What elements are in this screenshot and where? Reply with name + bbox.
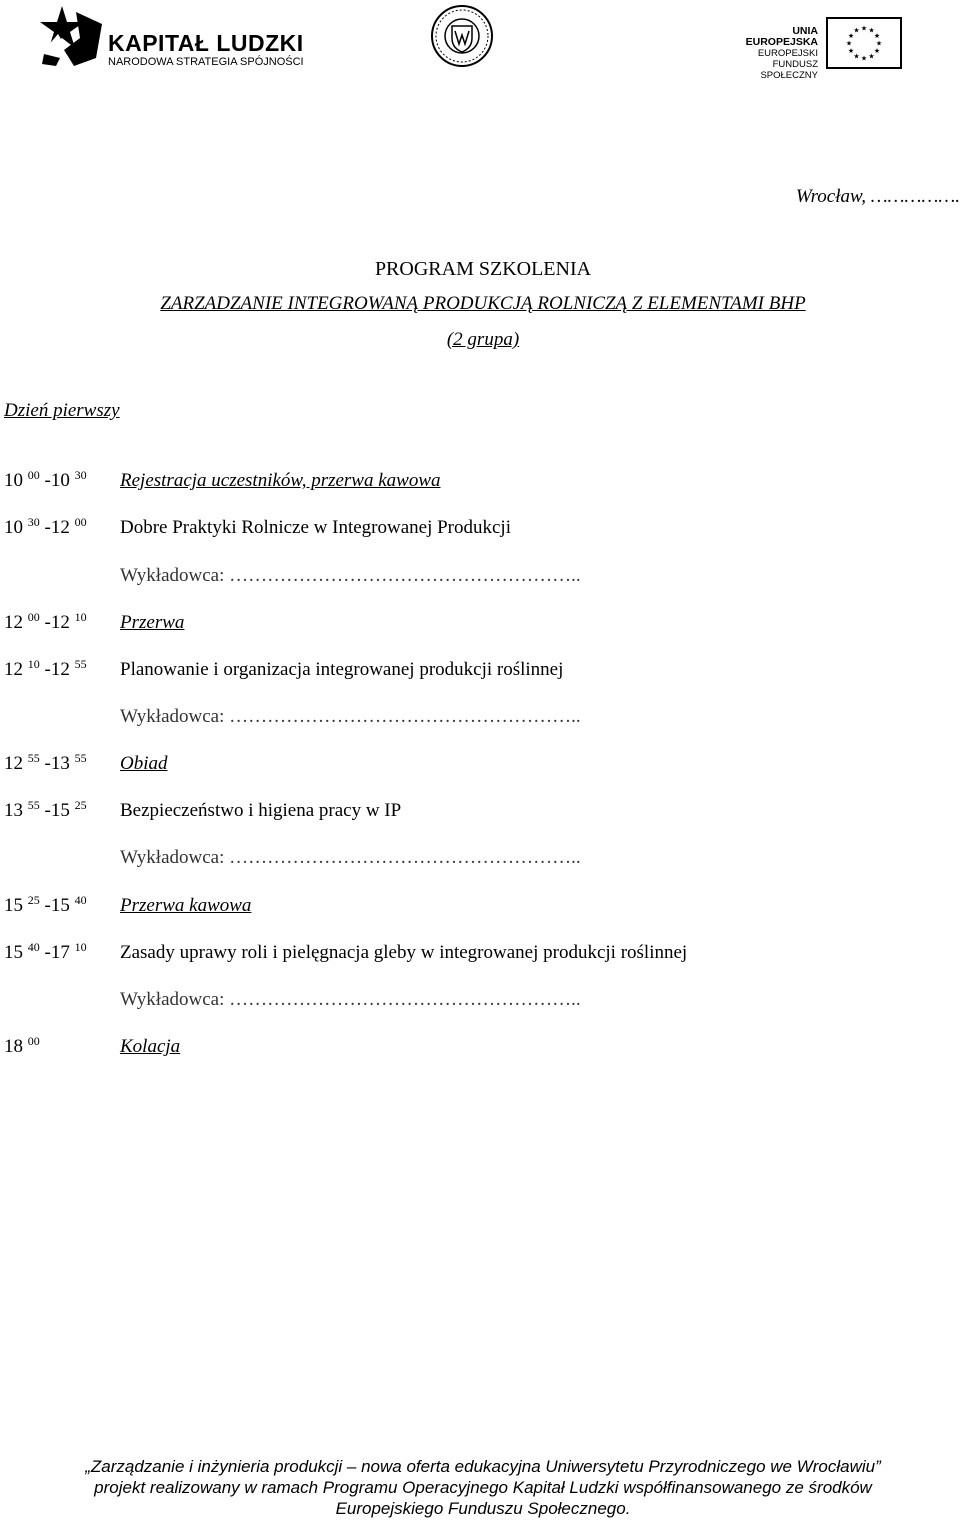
schedule-row: [0, 470, 960, 500]
schedule-row: [0, 612, 960, 642]
time-range: 10 $^{00}$ -10 $^{30}$: [4, 468, 87, 491]
end-hour: 12: [50, 517, 70, 538]
start-minute: 00: [27, 468, 40, 482]
schedule-row: [0, 942, 960, 972]
end-minute: 10: [74, 610, 87, 624]
start-minute: 00: [27, 1034, 40, 1048]
header: [0, 0, 960, 80]
svg-text:★: ★: [868, 26, 875, 35]
activity-label: Planowanie i organizacja integrowanej produkcji roślinnej: [120, 659, 564, 680]
eu-line3: FUNDUSZ SPOŁECZNY: [760, 59, 818, 81]
schedule-row: [0, 1036, 960, 1066]
activity-label: Bezpieczeństwo i higiena pracy w IP: [120, 800, 402, 821]
activity-label: Kolacja: [120, 1036, 181, 1057]
lecturer-line: Wykładowca: ………………………………………………..: [120, 989, 581, 1010]
start-minute: 10: [27, 657, 40, 671]
svg-text:★: ★: [860, 54, 868, 63]
end-hour: 12: [50, 659, 70, 680]
end-minute: 00: [74, 515, 87, 529]
start-minute: 55: [27, 751, 40, 765]
svg-text:★: ★: [853, 26, 860, 35]
start-hour: 10: [4, 470, 23, 491]
start-minute: 25: [27, 893, 40, 907]
group-label: (2 grupa): [446, 329, 520, 350]
start-hour: 10: [4, 517, 23, 538]
end-minute: 30: [74, 468, 87, 482]
time-range: 12 $^{00}$ -12 $^{10}$: [4, 610, 87, 633]
schedule-row: [0, 517, 960, 547]
start-hour: 12: [4, 659, 23, 680]
svg-text:★: ★: [860, 24, 868, 33]
start-minute: 00: [27, 610, 40, 624]
kapital-ludzki-subtitle: NARODOWA STRATEGIA SPÓJNOŚCI: [108, 56, 304, 68]
schedule-row: [0, 659, 960, 689]
end-hour: 10: [50, 470, 70, 491]
footer-line2: projekt realizowany w ramach Programu Operacyjnego Kapitał Ludzki współfinansowanego ze środków: [94, 1478, 872, 1497]
end-hour: 12: [50, 612, 70, 633]
lecturer-line: Wykładowca: ………………………………………………..: [120, 706, 581, 727]
time-range: 15 $^{25}$ -15 $^{40}$: [4, 893, 87, 916]
university-seal-icon: [430, 4, 494, 68]
svg-text:★: ★: [847, 47, 855, 55]
eu-line2: EUROPEJSKI: [757, 48, 818, 59]
svg-text:★: ★: [873, 47, 881, 55]
activity-label: Przerwa kawowa: [120, 895, 252, 916]
start-hour: 12: [4, 612, 23, 633]
schedule-row: [0, 800, 960, 830]
time-range: 13 $^{55}$ -15 $^{25}$: [4, 798, 87, 821]
activity-label: Rejestracja uczestników, przerwa kawowa: [120, 470, 441, 491]
activity-label: Przerwa: [120, 612, 185, 633]
start-hour: 12: [4, 753, 23, 774]
time-range: [4, 1036, 40, 1058]
svg-text:★: ★: [873, 32, 881, 40]
svg-text:★: ★: [868, 52, 875, 61]
activity-label: Dobre Praktyki Rolnicze w Integrowanej Produkcji: [120, 517, 511, 538]
time-range: 12 $^{10}$ -12 $^{55}$: [4, 657, 87, 680]
eu-flag-icon: [826, 17, 902, 69]
start-hour: 13: [4, 800, 23, 821]
start-hour: 15: [4, 895, 23, 916]
time-range: 10 $^{30}$ -12 $^{00}$: [4, 515, 87, 538]
footer: [0, 1456, 960, 1519]
date-line: Wrocław, …………….: [795, 186, 960, 207]
footer-line3: Europejskiego Funduszu Społecznego.: [335, 1499, 631, 1518]
svg-text:★: ★: [847, 32, 855, 40]
schedule-row: [0, 753, 960, 783]
eu-line1: UNIA EUROPEJSKA: [745, 25, 818, 48]
lecturer-line: Wykładowca: ………………………………………………..: [120, 565, 581, 586]
time-range: 15 $^{40}$ -17 $^{10}$: [4, 940, 87, 963]
activity-label: Obiad: [120, 753, 168, 774]
end-hour: 17: [50, 942, 70, 963]
kapital-ludzki-logo: [40, 4, 304, 70]
kapital-ludzki-title: KAPITAŁ LUDZKI: [108, 30, 304, 56]
end-minute: 55: [74, 751, 87, 765]
start-minute: 55: [27, 798, 40, 812]
eu-text: [718, 26, 818, 81]
start-hour: 18: [4, 1036, 23, 1057]
end-minute: 25: [74, 798, 87, 812]
end-hour: 15: [50, 895, 70, 916]
end-minute: 55: [74, 657, 87, 671]
time-range: 12 $^{55}$ -13 $^{55}$: [4, 751, 87, 774]
lecturer-line: Wykładowca: ………………………………………………..: [120, 847, 581, 868]
schedule-row: [0, 895, 960, 925]
end-minute: 10: [74, 940, 87, 954]
start-minute: 40: [27, 940, 40, 954]
end-hour: 15: [50, 800, 70, 821]
end-hour: 13: [50, 753, 70, 774]
end-minute: 40: [74, 893, 87, 907]
svg-text:★: ★: [853, 52, 860, 61]
start-minute: 30: [27, 515, 40, 529]
footer-line1: „Zarządzanie i inżynieria produkcji – nowa oferta edukacyjna Uniwersytetu Przyrodniczego we Wrocławiu”: [85, 1457, 881, 1476]
document-title: PROGRAM SZKOLENIA: [374, 258, 592, 280]
kapital-ludzki-star-icon: [40, 4, 104, 70]
activity-label: Zasady uprawy roli i pielęgnacja gleby w integrowanej produkcji roślinnej: [120, 942, 688, 963]
document-subtitle: ZARZADZANIE INTEGROWANĄ PRODUKCJĄ ROLNICZĄ Z ELEMENTAMI BHP: [160, 293, 806, 314]
svg-text:★: ★: [875, 39, 883, 48]
svg-text:★: ★: [845, 39, 853, 48]
day-heading: Dzień pierwszy: [4, 400, 120, 421]
start-hour: 15: [4, 942, 23, 963]
